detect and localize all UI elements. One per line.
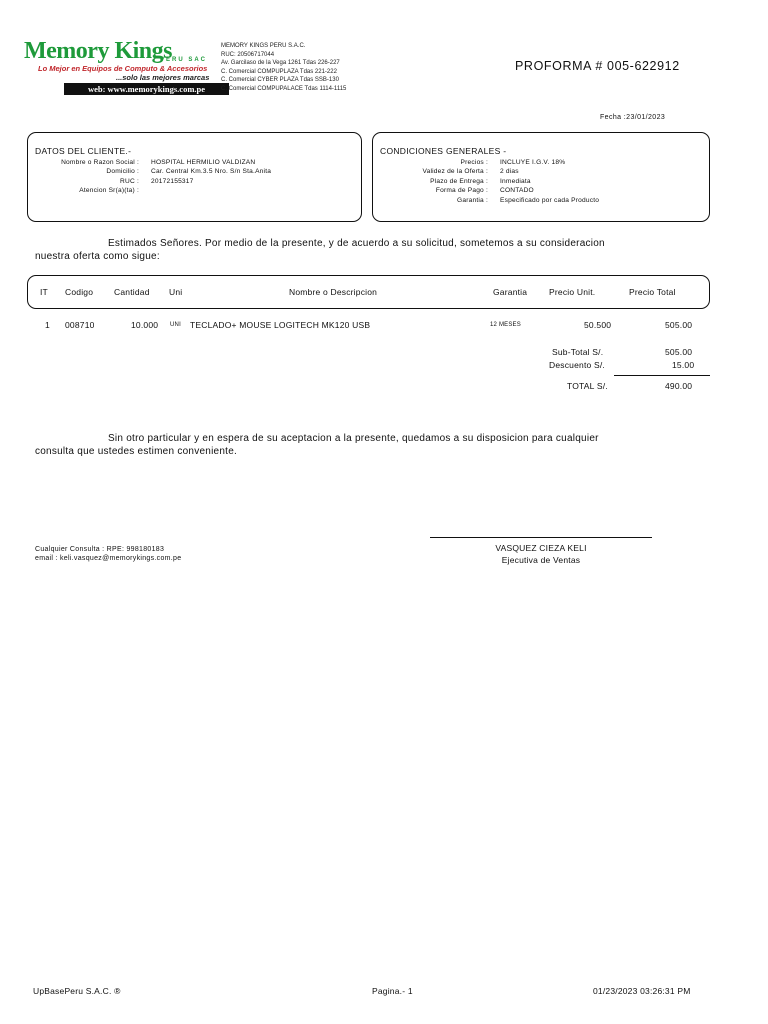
field-label: Atencion Sr(a)(ta) : bbox=[79, 187, 139, 195]
footer-page-number: Pagina.- 1 bbox=[372, 986, 413, 996]
client-field-row bbox=[28, 158, 271, 167]
total-value: 490.00 bbox=[665, 381, 693, 391]
client-field-row bbox=[28, 177, 271, 186]
client-ruc-value: 20172155317 bbox=[151, 177, 194, 185]
signature-name: VASQUEZ CIEZA KELI bbox=[495, 543, 587, 553]
client-field-row bbox=[28, 186, 271, 195]
proforma-number: PROFORMA # 005-622912 bbox=[515, 59, 680, 73]
conditions-box-title: CONDICIONES GENERALES - bbox=[380, 146, 507, 156]
col-header-descripcion: Nombre o Descripcion bbox=[289, 287, 378, 297]
contact-phone: Cualquier Consulta : RPE: 998180183 bbox=[35, 546, 165, 553]
col-header-precio-unit: Precio Unit. bbox=[549, 287, 596, 297]
signature-role: Ejecutiva de Ventas bbox=[501, 555, 581, 565]
logo-peru: PERU SAC bbox=[160, 57, 208, 63]
conditions-fields bbox=[373, 158, 599, 205]
discount-label: Descuento S/. bbox=[549, 360, 605, 370]
closing-line-1: Sin otro particular y en espera de su aceptacion a la presente, quedamos a su disposicion para cualquier bbox=[108, 433, 599, 444]
condition-row bbox=[373, 196, 599, 205]
company-logo bbox=[24, 38, 210, 98]
contact-email: email : keli.vasquez@memorykings.com.pe bbox=[35, 555, 182, 563]
items-table-header bbox=[27, 275, 710, 309]
prices-value: INCLUYE I.G.V. 18% bbox=[500, 159, 566, 166]
cell-garantia: 12 MESES bbox=[490, 322, 521, 328]
condition-row bbox=[373, 158, 599, 167]
company-name: MEMORY KINGS PERU S.A.C. bbox=[221, 43, 306, 49]
cell-it: 1 bbox=[45, 320, 50, 330]
validity-value: 2 dias bbox=[500, 168, 519, 176]
company-info bbox=[221, 42, 346, 94]
cell-codigo: 008710 bbox=[65, 320, 95, 330]
closing-paragraph bbox=[35, 432, 675, 458]
condition-row bbox=[373, 186, 599, 195]
logo-name: Memory Kings bbox=[24, 38, 172, 64]
condition-row bbox=[373, 167, 599, 176]
discount-value: 15.00 bbox=[672, 360, 695, 370]
subtotal-value: 505.00 bbox=[665, 347, 693, 357]
cell-precio-total: 505.00 bbox=[665, 320, 693, 330]
field-label: Validez de la Oferta : bbox=[422, 168, 488, 176]
field-label: Garantia : bbox=[457, 196, 488, 204]
intro-line-1: Estimados Señores. Por medio de la presente, y de acuerdo a su solicitud, sometemos a su consideracion bbox=[108, 238, 605, 249]
delivery-value: Inmediata bbox=[500, 177, 531, 185]
cell-cantidad: 10.000 bbox=[131, 320, 159, 330]
company-store: C. Comercial COMPUPALACE Tdas 1114-1115 bbox=[221, 85, 347, 92]
logo-tagline-2: ...solo las mejores marcas bbox=[116, 73, 210, 82]
col-header-cantidad: Cantidad bbox=[114, 287, 150, 297]
field-label: Forma de Pago : bbox=[435, 187, 488, 195]
intro-paragraph bbox=[35, 237, 675, 263]
condition-row bbox=[373, 177, 599, 186]
signature-line bbox=[430, 537, 652, 538]
company-address: Av. Garcilaso de la Vega 1261 Tdas 226-227 bbox=[221, 60, 340, 67]
company-store: C. Comercial CYBER PLAZA Tdas SSB-130 bbox=[221, 77, 339, 84]
totals-divider bbox=[614, 375, 710, 376]
logo-tagline: Lo Mejor en Equipos de Computo & Accesorios bbox=[38, 64, 208, 73]
field-label: Domicilio : bbox=[106, 168, 139, 176]
payment-value: CONTADO bbox=[500, 187, 534, 195]
client-box-title: DATOS DEL CLIENTE.- bbox=[35, 146, 132, 156]
contact-info bbox=[35, 545, 181, 564]
client-address-value: Car. Central Km.3.5 Nro. S/n Sta.Anita bbox=[151, 168, 272, 176]
document-date: Fecha :23/01/2023 bbox=[600, 114, 666, 121]
total-label: TOTAL S/. bbox=[567, 381, 608, 391]
company-store: C. Comercial COMPUPLAZA Tdas 221-222 bbox=[221, 68, 337, 75]
col-header-uni: Uni bbox=[169, 287, 183, 297]
intro-line-2: nuestra oferta como sigue: bbox=[35, 251, 160, 262]
footer-company: UpBasePeru S.A.C. ® bbox=[33, 986, 121, 996]
col-header-precio-total: Precio Total bbox=[629, 287, 676, 297]
company-ruc: RUC: 20506717044 bbox=[221, 51, 275, 58]
cell-descripcion: TECLADO+ MOUSE LOGITECH MK120 USB bbox=[190, 320, 371, 330]
field-label: Plazo de Entrega : bbox=[430, 177, 488, 185]
col-header-garantia: Garantia bbox=[493, 287, 528, 297]
closing-line-2: consulta que ustedes estimen conveniente. bbox=[35, 446, 238, 457]
cell-uni: UNI bbox=[170, 322, 181, 328]
warranty-value: Especificado por cada Producto bbox=[500, 196, 600, 204]
cell-precio-unit: 50.500 bbox=[584, 320, 612, 330]
client-field-row bbox=[28, 167, 271, 176]
client-fields bbox=[28, 158, 271, 196]
field-label: RUC : bbox=[120, 177, 139, 185]
footer-timestamp: 01/23/2023 03:26:31 PM bbox=[593, 986, 691, 996]
client-name-value: HOSPITAL HERMILIO VALDIZAN bbox=[151, 159, 256, 166]
field-label: Nombre o Razon Social : bbox=[61, 159, 139, 166]
logo-web-banner: web: www.memorykings.com.pe bbox=[64, 83, 229, 95]
client-data-box bbox=[27, 132, 362, 222]
subtotal-label: Sub-Total S/. bbox=[552, 347, 604, 357]
col-header-codigo: Codigo bbox=[65, 287, 94, 297]
general-conditions-box bbox=[372, 132, 710, 222]
col-header-it: IT bbox=[40, 287, 48, 297]
field-label: Precios : bbox=[460, 159, 488, 166]
